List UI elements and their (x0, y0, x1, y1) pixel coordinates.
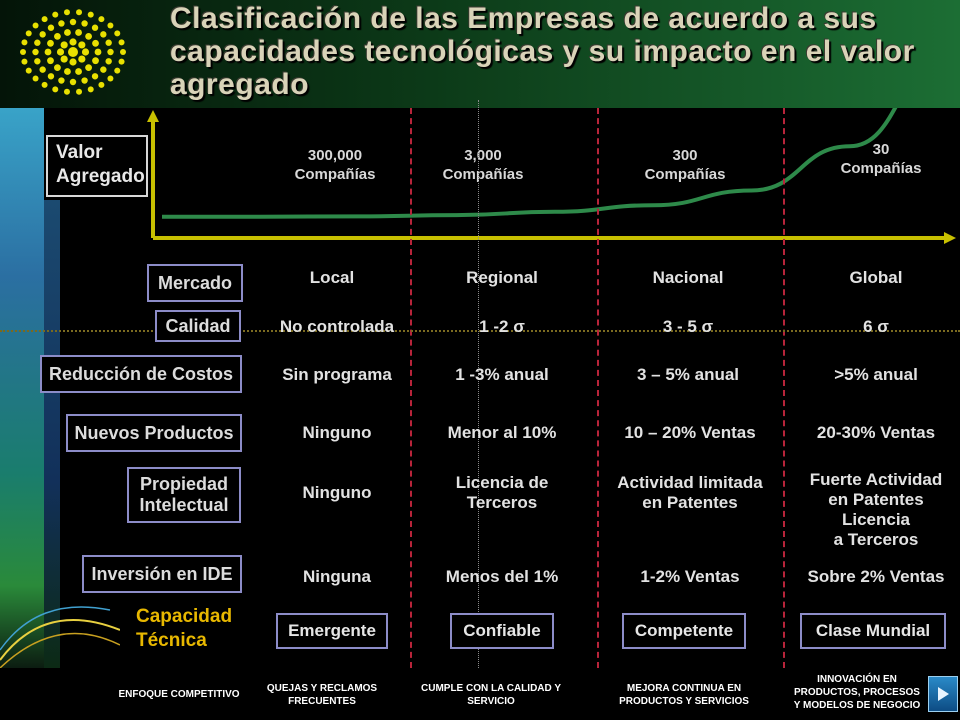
logo-dot (70, 19, 76, 25)
count-label (826, 140, 936, 178)
count-label (630, 146, 740, 184)
count-label (280, 146, 390, 184)
footer-link-innovacion[interactable]: INNOVACIÓN EN PRODUCTOS, PROCESOS Y MODELOS DE NEGOCIO (793, 674, 921, 711)
column-divider (597, 108, 599, 668)
count-label-text: 30 Compañías (840, 141, 922, 177)
logo-dot (58, 77, 64, 83)
logo-dot (98, 82, 104, 88)
logo-dot (34, 58, 40, 64)
level-clase-mundial: Clase Mundial (800, 613, 946, 649)
logo-dot (76, 89, 82, 95)
logo-dot (64, 9, 70, 15)
logo-dot (20, 49, 26, 55)
cell-propiedad-regional: Licencia de Terceros (455, 473, 549, 512)
cell-calidad-nacional: 3 - 5 σ (662, 317, 714, 336)
cell-costos-regional: 1 -3% anual (455, 365, 549, 384)
count-label-text: 300,000 Compañías (294, 147, 376, 183)
logo-dot (76, 9, 82, 15)
cell-productos-regional: Menor al 10% (447, 423, 557, 442)
row-label-reduccion-costos: Reducción de Costos (40, 355, 242, 393)
level-competente: Competente (622, 613, 746, 649)
logo-dot (95, 49, 102, 56)
next-arrow-icon[interactable] (928, 676, 958, 712)
logo-dot (105, 58, 111, 64)
cell-mercado-global: Global (849, 268, 903, 287)
logo-dot (42, 16, 48, 22)
logo-dot (21, 59, 27, 65)
cell-calidad-local: No controlada (279, 317, 395, 336)
footer-link-quejas[interactable]: QUEJAS Y RECLAMOS FRECUENTES (266, 683, 378, 707)
logo-dot (107, 22, 113, 28)
level-emergente: Emergente (276, 613, 388, 649)
logo-dot (64, 89, 70, 95)
logo-dot (100, 66, 106, 72)
logo-dot (61, 41, 68, 48)
logo-dot (26, 68, 32, 74)
page-title: Clasificación de las Empresas de acuerdo a sus capacidades tecnológicas y su impacto en el valor agregado (170, 2, 915, 101)
logo-dot (88, 86, 94, 92)
logo-dot (105, 40, 111, 46)
logo-dot (107, 76, 113, 82)
row-label-calidad: Calidad (155, 310, 241, 342)
level-confiable: Confiable (450, 613, 554, 649)
logo-dot (114, 30, 120, 36)
logo-dot (81, 20, 87, 26)
cell-productos-local: Ninguno (302, 423, 372, 442)
cell-costos-local: Sin programa (282, 365, 392, 384)
cell-productos-global: 20-30% Ventas (816, 423, 936, 442)
logo-dot (100, 31, 106, 37)
logo-dot (120, 49, 126, 55)
logo-dot (78, 55, 85, 62)
logo-dot (57, 48, 64, 55)
logo-dot (42, 82, 48, 88)
cell-propiedad-global: Fuerte Actividad en Patentes Licencia a Terceros (809, 470, 943, 549)
logo-dot (92, 73, 98, 79)
cell-inversion-global: Sobre 2% Ventas (807, 567, 945, 586)
logo-dot (45, 49, 52, 56)
count-label (428, 146, 538, 184)
logo-dot (81, 77, 87, 83)
column-divider (783, 108, 785, 668)
logo-dot (33, 22, 39, 28)
logo-dot (69, 38, 76, 45)
y-axis-label-text: Valor Agregado (56, 142, 145, 187)
value-added-chart (140, 108, 960, 258)
cell-inversion-local: Ninguna (303, 567, 371, 586)
cell-inversion-regional: Menos del 1% (445, 567, 559, 586)
logo-dot (92, 57, 99, 64)
cell-propiedad-local: Ninguno (302, 483, 372, 502)
logo-dot (107, 49, 113, 55)
cell-mercado-local: Local (309, 268, 355, 287)
logo-dot (64, 68, 71, 75)
logo-dot (26, 30, 32, 36)
logo-dot (78, 41, 85, 48)
logo-dot (85, 33, 92, 40)
row-label-mercado: Mercado (147, 264, 243, 302)
logo-dot (47, 40, 54, 47)
count-label-text: 3,000 Compañías (442, 147, 524, 183)
logo-dot (39, 66, 45, 72)
footer-link-calidad[interactable]: CUMPLE CON LA CALIDAD Y SERVICIO (421, 683, 561, 707)
logo-dot (21, 39, 27, 45)
logo-dot (75, 29, 82, 36)
footer-link-mejora[interactable]: MEJORA CONTINUA EN PRODUCTOS Y SERVICIOS (619, 683, 749, 707)
logo-dot (69, 58, 76, 65)
logo-dot (52, 86, 58, 92)
y-axis-arrow (147, 110, 159, 122)
logo-dot (82, 48, 89, 55)
cell-costos-global: >5% anual (834, 365, 918, 384)
cell-propiedad-nacional: Actividad limitada en Patentes (617, 473, 763, 512)
logo-dot (92, 40, 99, 47)
logo-dot (54, 33, 61, 40)
cell-productos-nacional: 10 – 20% Ventas (624, 423, 756, 442)
dotted-sun-logo (14, 6, 132, 98)
logo-dot (75, 68, 82, 75)
logo-dot (39, 31, 45, 37)
cell-inversion-nacional: 1-2% Ventas (640, 567, 740, 586)
cell-mercado-regional: Regional (466, 268, 538, 287)
logo-dot (85, 64, 92, 71)
logo-dot (70, 79, 76, 85)
cell-costos-nacional: 3 – 5% anual (636, 365, 740, 384)
logo-dot (47, 57, 54, 64)
logo-dot (92, 25, 98, 31)
row-label-nuevos-productos: Nuevos Productos (66, 414, 242, 452)
logo-dot (48, 25, 54, 31)
logo-dot (88, 12, 94, 18)
capacidad-tecnica-label: Capacidad Técnica (136, 606, 233, 651)
footer-link-enfoque[interactable]: ENFOQUE COMPETITIVO (118, 689, 240, 700)
logo-dot (119, 59, 125, 65)
x-axis-arrow (944, 232, 956, 244)
cell-calidad-global: 6 σ (863, 317, 889, 336)
logo-dot (54, 64, 61, 71)
logo-dot (33, 76, 39, 82)
logo-dot (32, 49, 38, 55)
logo-dot (48, 73, 54, 79)
cell-mercado-nacional: Nacional (652, 268, 724, 287)
row-label-inversion-ide: Inversión en IDE (82, 555, 242, 593)
logo-dot (34, 40, 40, 46)
cell-calidad-regional: 1 -2 σ (479, 317, 525, 336)
logo-dot (98, 16, 104, 22)
logo-dot (52, 12, 58, 18)
logo-dot (61, 55, 68, 62)
logo-dot (119, 39, 125, 45)
count-label-text: 300 Compañías (644, 147, 726, 183)
logo-dot (58, 20, 64, 26)
logo-dot (114, 68, 120, 74)
y-axis-label (46, 135, 148, 197)
logo-dot (64, 29, 71, 36)
logo-dot (68, 47, 78, 57)
row-label-propiedad-intelectual: Propiedad Intelectual (127, 467, 241, 523)
